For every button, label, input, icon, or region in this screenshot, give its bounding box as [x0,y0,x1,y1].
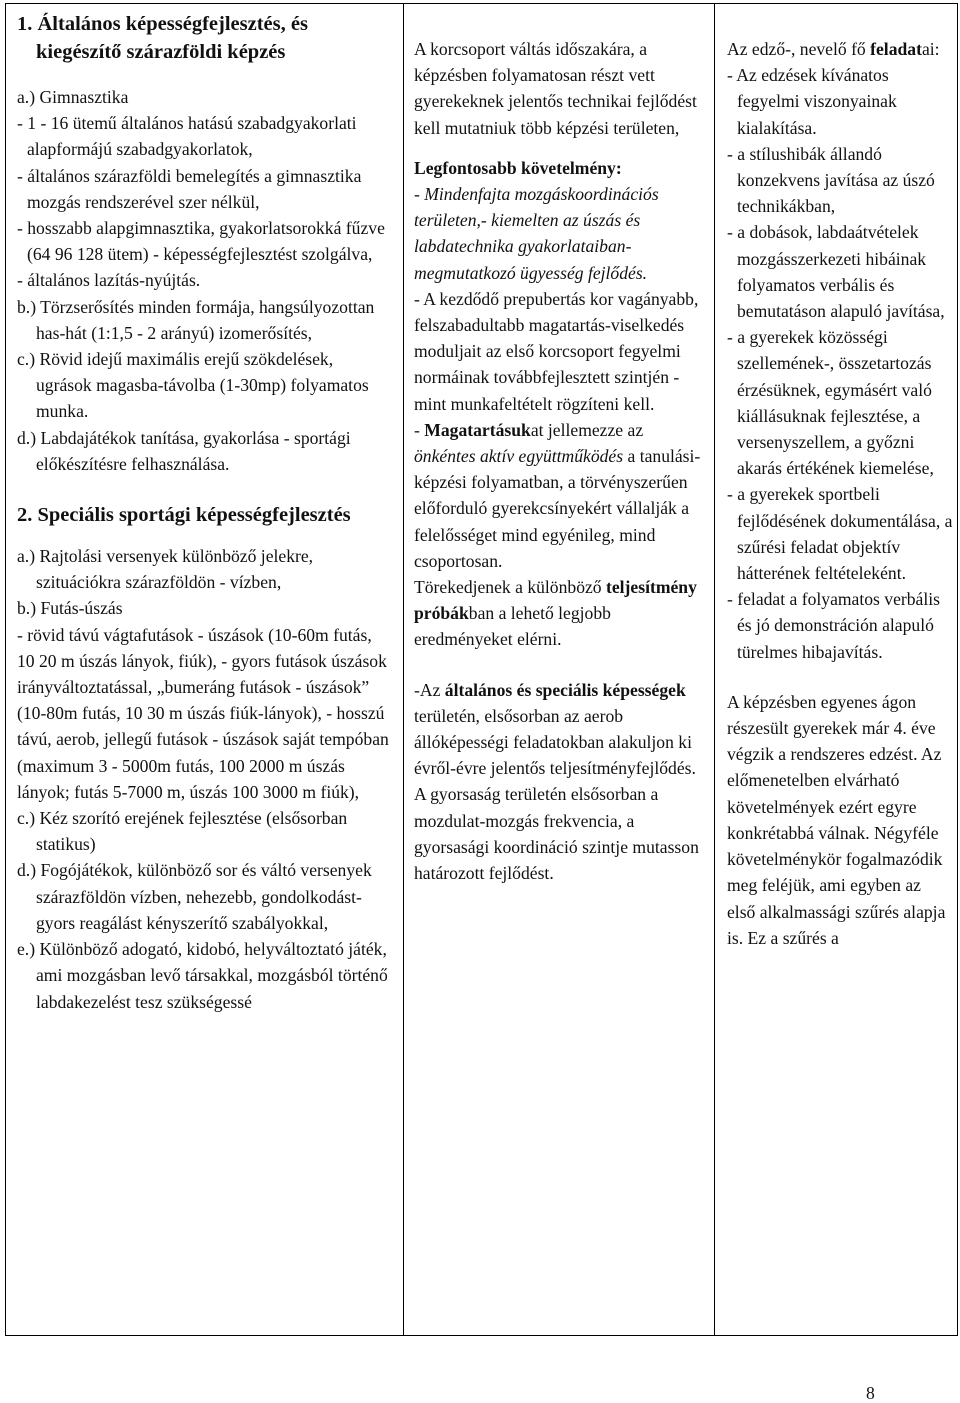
column-left [6,4,404,1335]
list-item: d.) Labdajátékok tanítása, gyakorlása - sportági előkészítésre felhasználása. [17,427,351,474]
paragraph-behavior [414,417,708,574]
task-item: - a gyerekek közösségi szellemének-, összetartozás érzésüknek, egymásért való kiállásuknak fejlesztése, a versenyszellem, a győzni akarás értékének kiemelése, [727,327,934,479]
task-item: - Az edzések kívánatos fegyelmi viszonyainak kialakítása. [727,65,897,138]
task-item: - feladat a folyamatos verbális és jó demonstráción alapuló türelmes hibajavítás. [727,589,940,662]
text-run-italic: önkéntes aktív együttműködés [414,446,624,467]
paragraph-performance [414,574,708,653]
task-item: - a stílushibák állandó konzekvens javítása az úszó technikákban, [727,143,935,217]
page-number: 8 [866,1383,875,1403]
text-run: -Az [414,679,445,700]
text-run-bold: Magatartásuk [424,419,531,440]
column-right [715,4,957,1335]
text-run: a tanulási-képzési folyamatban, a törvényszerűen előforduló gyerekcsínyekért vállalják a felelősséget mind egyénileg, mind csoportosan. [414,446,701,571]
text-run: ban a lehető legjobb eredményeket elérni. [414,603,611,650]
text-run: Az edző-, nevelő fő [727,39,871,59]
task-item: - a dobások, labdaátvételek mozgásszerkezeti hibáinak folyamatos verbális és bemutatáson alapuló javítása, [727,222,945,322]
paragraph-abilities [414,677,708,887]
text-run: at jellemezze az [530,419,644,440]
text-run: - [414,419,425,440]
list-item: c.) Rövid idejű maximális erejű szökdelések, ugrások magasba-távolba (1-30mp) folyamatos munka. [17,349,369,422]
paragraph-running-swimming: - rövid távú vágtafutások - úszások (10-60m futás, 10 20 m úszás lányok, fiúk), - gyors futások úszások irányváltoztatással, „bumeráng futások - úszások” (10-80m futás, 10 30 m úszás fiúk-lányok), - hosszú távú, aerob, jellegű futások - úszások saját tempóban (maximum 3 - 5000m futás, 100 2000 m úszás lányok; futás 5-7000 m, úszás 100 3000 m fiúk), [17,624,389,802]
list-item: e.) Különböző adogató, kidobó, helyváltoztató játék, ami mozgásban levő társakkal, mozgásból történő labdakezelést tesz szükségessé [17,939,388,1012]
paragraph-prepuberty: - A kezdődő prepubertás kor vagányabb, felszabadultabb magatartás-viselkedés moduljait az első korcsoport fegyelmi normáinak továbbfejlesztett szintjén - mint munkafeltételt rögzíteni kell. [414,288,699,414]
three-column-table [5,3,958,1336]
list-item: - 1 - 16 ütemű általános hatású szabadgyakorlati alapformájú szabadgyakorlatok, [17,113,357,160]
list-item: - általános lazítás-nyújtás. [17,270,201,291]
section-heading-general: 1. Általános képességfejlesztés, és kiegészítő szárazföldi képzés [17,13,308,63]
list-item: a.) Rajtolási versenyek különböző jelekre, szituációkra szárazföldön - vízben, [17,546,314,593]
text-run-bold: feladat [870,39,922,59]
list-item: - általános szárazföldi bemelegítés a gimnasztika mozgás rendszerével szer nélkül, [17,165,362,212]
list-item: b.) Törzserősítés minden formája, hangsúlyozottan has-hát (1:1,5 - 2 arányú) izomerősítés, [17,296,375,343]
task-item: - a gyerekek sportbeli fejlődésének dokumentálása, a szűrési feladat objektív hátterének feltételeként. [727,484,953,584]
tasks-title [727,36,953,62]
subsection-label-running-swimming: b.) Futás-úszás [17,598,123,619]
section-heading-special: 2. Speciális sportági képességfejlesztés [17,504,351,527]
subsection-label-gymnastics: a.) Gimnasztika [17,87,129,107]
list-item: - hosszabb alapgimnasztika, gyakorlatsorokká fűzve (64 96 128 ütem) - képességfejlesztést szolgálva, [17,218,385,265]
requirement-title: Legfontosabb követelmény: [414,157,622,178]
column-middle [404,4,715,1335]
text-run: ai: [921,39,940,59]
list-item: d.) Fogójátékok, különböző sor és váltó versenyek szárazföldön vízben, nehezebb, gondolkodást-gyors reagálást kényszerítő szabályokkal, [17,860,372,933]
paragraph-closing: A képzésben egyenes ágon részesült gyerekek már 4. éve végzik a rendszeres edzést. Az előmenetelben elvárható követelmények ezért egyre konkrétabbá válnak. Négyféle követelménykör fogalmazódik meg feléjük, ami egyben az első alkalmassági szűrés alapja is. Ez a szűrés a [727,691,946,948]
requirement-body: - Mindenfajta mozgáskoordinációs területen,- kiemelten az úszás és labdatechnika gyakorlataiban- megmutatkozó ügyesség fejlődés. [414,184,659,283]
text-run: Törekedjenek a különböző [414,577,606,598]
paragraph-intro: A korcsoport váltás időszakára, a képzésben folyamatosan részt vett gyerekeknek jelentős technikai fejlődést kell mutatniuk több képzési területen, [414,39,697,138]
text-run-bold: teljesítmény próbák [414,577,697,624]
text-run: területén, elsősorban az aerob állóképességi feladatokban alakuljon ki évről-évre jelentős teljesítményfejlődés. A gyorsaság területén elsősorban a mozdulat-mozgás frekvencia, a gyorsasági koordináció szintje mutasson határozott fejlődést. [414,705,699,884]
text-run-bold: általános és speciális képességek [444,679,686,700]
list-item: c.) Kéz szorító erejének fejlesztése (elsősorban statikus) [17,808,348,855]
